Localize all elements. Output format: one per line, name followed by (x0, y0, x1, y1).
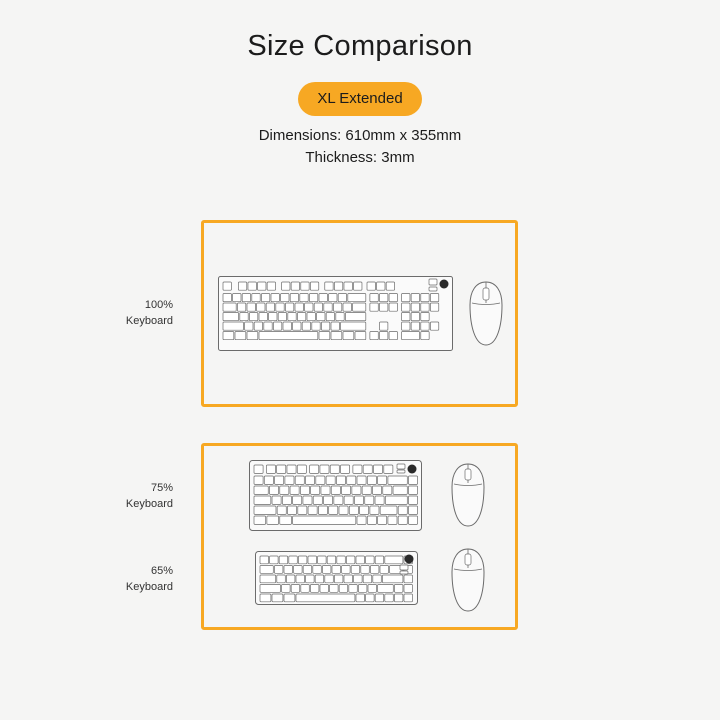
volume-knob (440, 280, 449, 289)
keycap (402, 332, 420, 340)
keycap (287, 506, 296, 514)
keycap (393, 486, 407, 494)
label-unit: Keyboard (125, 581, 173, 593)
keycap (341, 322, 366, 330)
keycap (378, 585, 394, 593)
keycap (366, 594, 375, 602)
keycap (411, 322, 419, 330)
keycap (279, 556, 288, 564)
keycap (375, 594, 384, 602)
keycap (260, 566, 273, 574)
keycap (291, 585, 300, 593)
keycap (260, 556, 269, 564)
keycap (298, 556, 307, 564)
thickness-text: Thickness: 3mm (305, 149, 415, 166)
keycap (367, 516, 376, 524)
keycap (411, 303, 419, 311)
keycap (282, 496, 291, 504)
keycap (375, 556, 384, 564)
keycap (254, 465, 263, 473)
keycap (377, 282, 385, 290)
keycap (281, 294, 289, 302)
65-percent-keyboard-icon (255, 551, 419, 606)
keycap (260, 594, 271, 602)
keycap (319, 294, 327, 302)
keycap (287, 465, 296, 473)
keycap (329, 294, 337, 302)
keycap (353, 465, 362, 473)
keycap (365, 496, 374, 504)
keycap (233, 294, 241, 302)
keycap (356, 594, 365, 602)
keycap (270, 556, 279, 564)
keycap (354, 282, 362, 290)
keycap (332, 566, 341, 574)
keycap (383, 486, 392, 494)
keycap (254, 486, 268, 494)
keycap (421, 303, 429, 311)
keycap (370, 506, 379, 514)
keycap (360, 506, 369, 514)
keycap (264, 476, 273, 484)
keycap (324, 303, 332, 311)
keycap (223, 322, 243, 330)
keycap (379, 294, 387, 302)
keycap (389, 332, 397, 340)
keycap (320, 465, 329, 473)
keycap (277, 465, 286, 473)
keycap (353, 303, 366, 311)
keycap (342, 566, 351, 574)
keycap (409, 516, 418, 524)
keycap (327, 556, 336, 564)
keycap (245, 322, 253, 330)
keycap (277, 506, 286, 514)
keycap (385, 594, 394, 602)
keycap (334, 282, 342, 290)
keycap (404, 594, 413, 602)
label-75-keyboard (93, 480, 173, 512)
keycap (380, 566, 389, 574)
keycap (409, 506, 418, 514)
keycap (379, 303, 387, 311)
keycap (397, 464, 405, 469)
keycap (282, 585, 291, 593)
keycap (370, 332, 378, 340)
keycap (254, 506, 276, 514)
keycap (354, 575, 363, 583)
keycap (343, 303, 351, 311)
keycap (254, 496, 271, 504)
keycap (312, 322, 320, 330)
keycap (370, 566, 379, 574)
keycap (290, 486, 299, 494)
keycap (298, 506, 307, 514)
keycap (379, 322, 387, 330)
keycap (272, 594, 283, 602)
label-size: 75% (150, 482, 173, 494)
keycap (370, 294, 378, 302)
keycap (223, 294, 231, 302)
keycap (394, 585, 403, 593)
mouse-icon (468, 281, 504, 347)
keycap (421, 332, 429, 340)
keycap (296, 575, 305, 583)
keycap (400, 571, 408, 574)
keycap (402, 322, 410, 330)
keycap (282, 282, 290, 290)
keycap (330, 585, 339, 593)
keycap (380, 506, 397, 514)
keycap (379, 332, 387, 340)
keycap (308, 556, 317, 564)
keycap (421, 313, 429, 321)
keycap (259, 313, 267, 321)
keycap (295, 303, 303, 311)
keycap (306, 476, 315, 484)
keycap (346, 556, 355, 564)
keycap (349, 585, 358, 593)
keycap (248, 282, 256, 290)
volume-knob (405, 555, 414, 564)
keycap (318, 506, 327, 514)
keycap (254, 322, 262, 330)
keycap (285, 476, 294, 484)
keycap (258, 282, 266, 290)
keycap (284, 594, 295, 602)
keycap (331, 322, 339, 330)
keycap (297, 465, 306, 473)
keycap (402, 313, 410, 321)
keycap (257, 303, 265, 311)
size-badge: XL Extended (298, 82, 422, 116)
keycap (324, 496, 333, 504)
keycap (370, 303, 378, 311)
keycap (388, 476, 407, 484)
keycap (322, 566, 331, 574)
keycap (254, 476, 263, 484)
keycap (313, 566, 322, 574)
keycap (402, 303, 410, 311)
keycap (280, 516, 292, 524)
keycap (310, 465, 319, 473)
keycap (333, 303, 341, 311)
keycap (343, 332, 354, 340)
keycap (240, 313, 248, 321)
keycap (338, 294, 346, 302)
keycap (357, 516, 366, 524)
keycap (366, 556, 375, 564)
keycap (252, 294, 260, 302)
label-size: 100% (144, 299, 173, 311)
keycap (430, 303, 438, 311)
keycap (348, 294, 366, 302)
keycap (309, 294, 317, 302)
keycap (385, 556, 403, 564)
keycap (315, 575, 324, 583)
keycap (318, 556, 327, 564)
keycap (303, 496, 312, 504)
keycap (325, 575, 334, 583)
keycap (321, 486, 330, 494)
keycap (409, 496, 418, 504)
keycap (363, 465, 372, 473)
keycap (223, 313, 239, 321)
keycap (430, 294, 438, 302)
keycap (367, 476, 376, 484)
keycap (358, 585, 367, 593)
keycap (311, 486, 320, 494)
keycap (310, 585, 319, 593)
keycap (297, 313, 305, 321)
keycap (293, 496, 302, 504)
label-size: 65% (150, 565, 173, 577)
keycap (389, 303, 397, 311)
label-100-keyboard (93, 297, 173, 329)
keycap (303, 566, 312, 574)
label-unit: Keyboard (125, 315, 173, 327)
keycap (404, 585, 413, 593)
keycap (411, 313, 419, 321)
full-keyboard-icon (218, 276, 454, 352)
keycap (400, 565, 408, 570)
keycap (429, 287, 437, 291)
keycap (278, 313, 286, 321)
keycap (351, 566, 360, 574)
keycap (336, 313, 344, 321)
keycap (280, 486, 289, 494)
keycap (308, 506, 317, 514)
page-title: Size Comparison (247, 30, 473, 62)
keycap (368, 585, 377, 593)
keycap (254, 516, 266, 524)
keycap (289, 556, 298, 564)
keycap (421, 322, 429, 330)
keycap (269, 486, 278, 494)
keycap (373, 575, 382, 583)
keycap (411, 294, 419, 302)
keycap (386, 282, 394, 290)
keycap (329, 506, 338, 514)
75-percent-keyboard-icon (249, 460, 423, 532)
keycap (223, 303, 236, 311)
keycap (301, 585, 310, 593)
keycap (290, 294, 298, 302)
keycap (291, 282, 299, 290)
keycap (378, 516, 387, 524)
keycap (301, 282, 309, 290)
keycap (344, 575, 353, 583)
keycap (336, 476, 345, 484)
mouse-icon (450, 548, 486, 613)
keycap (337, 556, 346, 564)
keycap (275, 476, 284, 484)
keycap (331, 332, 342, 340)
keycap (267, 516, 279, 524)
keycap (273, 322, 281, 330)
keycap (271, 294, 279, 302)
keycap (378, 476, 387, 484)
keycap (283, 322, 291, 330)
keycap (341, 465, 350, 473)
keycap (305, 303, 313, 311)
keycap (389, 294, 397, 302)
keycap (266, 303, 274, 311)
keycap (295, 476, 304, 484)
keycap (269, 313, 277, 321)
keycap (388, 516, 397, 524)
keycap (373, 465, 382, 473)
keycap (355, 332, 366, 340)
keycap (284, 566, 293, 574)
keycap (357, 476, 366, 484)
keycap (260, 585, 281, 593)
keycap (259, 332, 318, 340)
keycap (293, 322, 301, 330)
keycap (385, 496, 407, 504)
keycap (372, 486, 381, 494)
keycap (288, 313, 296, 321)
keycap (277, 575, 286, 583)
keycap (316, 476, 325, 484)
label-unit: Keyboard (125, 498, 173, 510)
keycap (326, 313, 334, 321)
keycap (345, 313, 365, 321)
keycap (242, 294, 250, 302)
keycap (321, 322, 329, 330)
keycap (330, 465, 339, 473)
keycap (264, 322, 272, 330)
keycap (326, 476, 335, 484)
keycap (339, 506, 348, 514)
keycap (274, 566, 283, 574)
keycap (293, 516, 356, 524)
keycap (272, 496, 281, 504)
keycap (356, 556, 365, 564)
keycap (354, 496, 363, 504)
keycap (429, 279, 437, 285)
keycap (296, 594, 355, 602)
keycap (397, 470, 405, 473)
keycap (314, 303, 322, 311)
keycap (409, 486, 418, 494)
keycap (384, 465, 393, 473)
keycap (247, 303, 255, 311)
keycap (294, 566, 303, 574)
keycap (310, 282, 318, 290)
keycap (344, 282, 352, 290)
keycap (334, 575, 343, 583)
keycap (367, 282, 375, 290)
keycap (398, 516, 407, 524)
keycap (320, 585, 329, 593)
keycap (286, 575, 295, 583)
keycap (398, 506, 407, 514)
keycap (235, 332, 246, 340)
volume-knob (408, 465, 417, 474)
keycap (404, 575, 413, 583)
keycap (306, 575, 315, 583)
dimensions-text: Dimensions: 610mm x 355mm (258, 127, 462, 144)
keycap (339, 585, 348, 593)
keycap (421, 294, 429, 302)
keycap (430, 322, 438, 330)
keycap (276, 303, 284, 311)
keycap (334, 496, 343, 504)
keycap (307, 313, 315, 321)
keycap (313, 496, 322, 504)
keycap (394, 594, 403, 602)
label-65-keyboard (93, 563, 173, 595)
keycap (325, 282, 333, 290)
keycap (352, 486, 361, 494)
keycap (260, 575, 276, 583)
keycap (347, 476, 356, 484)
keycap (249, 313, 257, 321)
keycap (223, 282, 231, 290)
keycap (349, 506, 358, 514)
keycap (300, 294, 308, 302)
keycap (362, 486, 371, 494)
keycap (247, 332, 258, 340)
keycap (382, 575, 403, 583)
keycap (342, 486, 351, 494)
keycap (237, 303, 245, 311)
keycap (317, 313, 325, 321)
mouse-icon (450, 463, 486, 528)
keycap (402, 294, 410, 302)
keycap (266, 465, 275, 473)
keycap (375, 496, 384, 504)
keycap (302, 322, 310, 330)
keycap (261, 294, 269, 302)
keycap (300, 486, 309, 494)
keycap (223, 332, 234, 340)
keycap (361, 566, 370, 574)
keycap (344, 496, 353, 504)
keycap (238, 282, 246, 290)
keycap (363, 575, 372, 583)
keycap (331, 486, 340, 494)
keycap (267, 282, 275, 290)
keycap (409, 476, 418, 484)
keycap (319, 332, 330, 340)
keycap (285, 303, 293, 311)
